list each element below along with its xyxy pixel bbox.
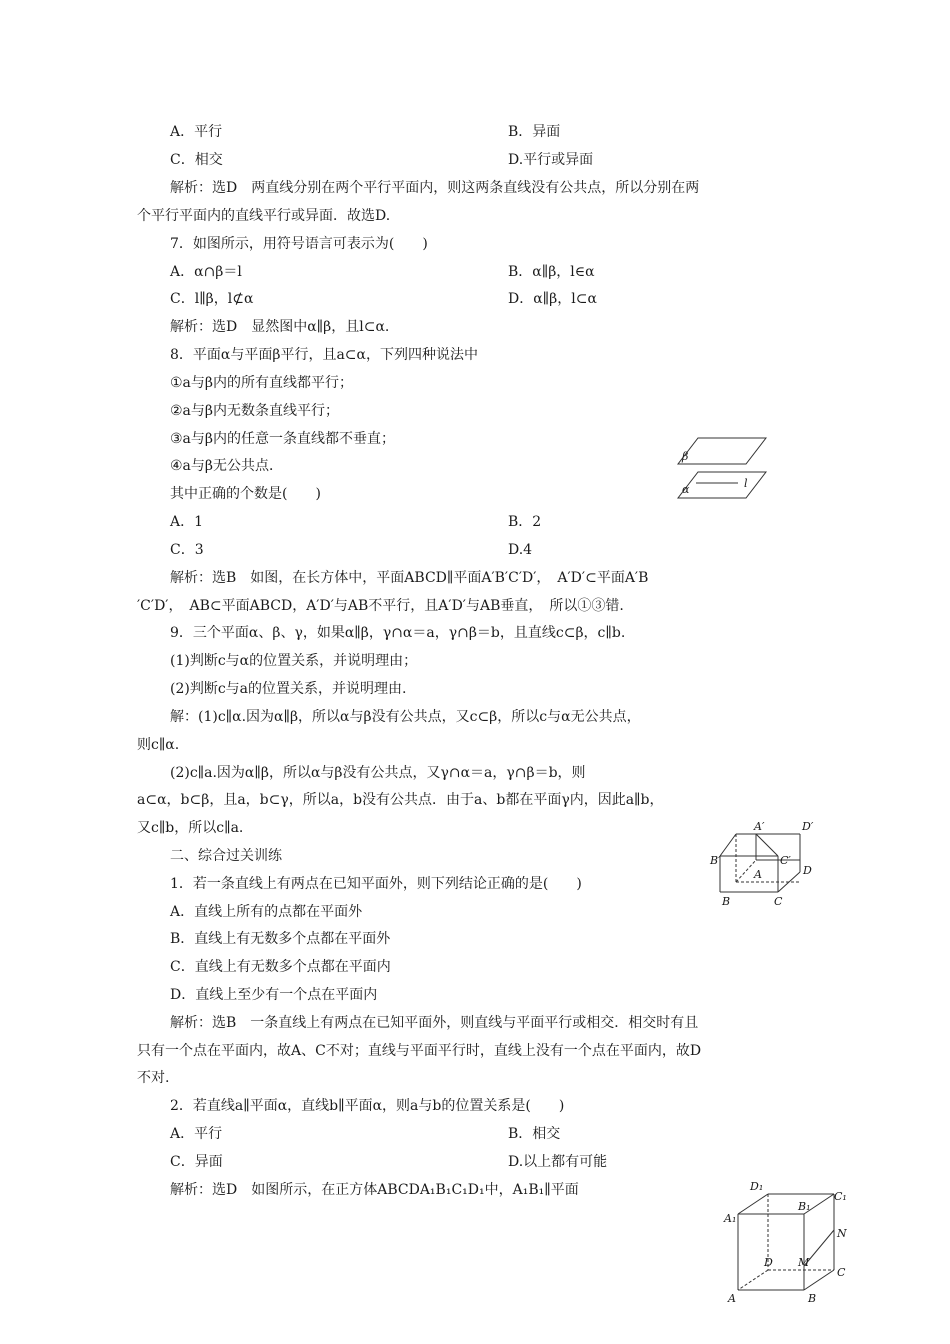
q7-option-c: C．l∥β，l⊄α <box>170 291 254 307</box>
q8-option-b: B．2 <box>508 514 542 530</box>
p1-solution-line3: 不对. <box>137 1070 170 1086</box>
q8-solution-line2: ′C′D′， AB⊂平面ABCD，A′D′与AB不平行，且A′D′与AB垂直， 所以①③错. <box>137 598 624 614</box>
label-n: N <box>837 1227 847 1240</box>
q8-solution-line1: 解析：选B 如图，在长方体中，平面ABCD∥平面A′B′C′D′， A′D′⊂平面A′B <box>170 570 649 586</box>
section-title: 二、综合过关训练 <box>170 848 282 864</box>
label-c: C <box>774 895 783 908</box>
q9-answer2-line1: (2)c∥a.因为α∥β，所以α与β没有公共点，又γ∩α＝a，γ∩β＝b，则 <box>170 765 586 781</box>
q8-statement-1: ①a与β内的所有直线都平行； <box>170 375 353 391</box>
p1-option-d: D．直线上至少有一个点在平面内 <box>170 987 378 1003</box>
q6-option-b: B．异面 <box>508 124 561 140</box>
parallel-planes-figure <box>668 430 780 506</box>
q9-stem: 9．三个平面α、β、γ，如果α∥β，γ∩α＝a，γ∩β＝b，且直线c⊂β，c∥b. <box>170 625 626 641</box>
label-c1: C₁ <box>834 1190 847 1203</box>
q6-option-d: D.平行或异面 <box>508 152 594 168</box>
plane-beta-shape <box>678 438 766 464</box>
label-b: B <box>722 895 731 908</box>
label-alpha: α <box>682 483 690 496</box>
q9-answer2-line3: 又c∥b，所以c∥a. <box>137 820 244 836</box>
q9-answer1-line2: 则c∥α. <box>137 737 180 753</box>
q7-option-d: D．α∥β，l⊂α <box>508 291 597 307</box>
label-a: A <box>728 1292 736 1305</box>
label-d1: D₁ <box>750 1180 764 1193</box>
label-c: C <box>837 1266 846 1279</box>
p1-option-c: C．直线上有无数多个点都在平面内 <box>170 959 391 975</box>
q8-statement-2: ②a与β内无数条直线平行； <box>170 403 339 419</box>
label-m: M <box>798 1256 810 1269</box>
q9-part-1: (1)判断c与α的位置关系，并说明理由； <box>170 653 418 669</box>
p1-stem: 1．若一条直线上有两点在已知平面外，则下列结论正确的是( ) <box>170 876 582 892</box>
label-d1: D′ <box>802 820 814 833</box>
q8-option-d: D.4 <box>508 542 533 558</box>
q6-option-c: C．相交 <box>170 152 223 168</box>
label-a1: A′ <box>754 820 765 833</box>
q9-part-2: (2)判断c与a的位置关系，并说明理由. <box>170 681 407 697</box>
q7-stem: 7．如图所示，用符号语言可表示为( ) <box>170 236 428 252</box>
q9-answer2-line2: a⊂α，b⊂β，且a，b⊂γ，所以a，b没有公共点．由于a、b都在平面γ内，因此a∥b， <box>137 792 664 808</box>
q6-option-a: A．平行 <box>170 124 223 140</box>
label-beta: β <box>682 450 689 463</box>
p1-option-a: A．直线上所有的点都在平面外 <box>170 904 363 920</box>
label-a1: A₁ <box>724 1212 737 1225</box>
q8-option-a: A．1 <box>170 514 204 530</box>
p1-solution-line2: 只有一个点在平面内，故A、C不对；直线与平面平行时，直线上没有一个点在平面内，故D <box>137 1043 702 1059</box>
p2-option-c: C．异面 <box>170 1154 223 1170</box>
q7-option-a: A．α∩β＝l <box>170 264 242 280</box>
q8-question: 其中正确的个数是( ) <box>170 486 321 502</box>
label-d: D <box>803 864 812 877</box>
p2-option-b: B．相交 <box>508 1126 561 1142</box>
p1-option-b: B．直线上有无数多个点都在平面外 <box>170 931 391 947</box>
q6-solution-line1: 解析：选D 两直线分别在两个平行平面内，则这两条直线没有公共点，所以分别在两 <box>170 180 700 196</box>
p2-solution-line1: 解析：选D 如图所示，在正方体ABCDA₁B₁C₁D₁中，A₁B₁∥平面 <box>170 1182 579 1198</box>
q8-stem: 8．平面α与平面β平行，且a⊂α，下列四种说法中 <box>170 347 478 363</box>
q8-option-c: C．3 <box>170 542 204 558</box>
label-b: B <box>808 1292 817 1305</box>
p2-option-a: A．平行 <box>170 1126 223 1142</box>
label-d: D <box>764 1256 773 1269</box>
p2-stem: 2．若直线a∥平面α，直线b∥平面α，则a与b的位置关系是( ) <box>170 1098 565 1114</box>
p1-solution-line1: 解析：选B 一条直线上有两点在已知平面外，则直线与平面平行或相交．相交时有且 <box>170 1015 699 1031</box>
q8-statement-4: ④a与β无公共点． <box>170 458 283 474</box>
cuboid-figure <box>712 812 824 908</box>
q6-solution-line2: 个平行平面内的直线平行或异面．故选D. <box>137 208 391 224</box>
plane-alpha-shape <box>678 472 766 498</box>
label-b1: B′ <box>710 854 721 867</box>
p2-option-d: D.以上都有可能 <box>508 1154 608 1170</box>
q7-solution: 解析：选D 显然图中α∥β，且l⊂α. <box>170 319 390 335</box>
q8-statement-3: ③a与β内的任意一条直线都不垂直； <box>170 431 395 447</box>
cube-figure <box>720 1178 860 1308</box>
q9-answer1-line1: 解：(1)c∥α.因为α∥β，所以α与β没有公共点，又c⊂β，所以c与α无公共点， <box>170 709 641 725</box>
label-l: l <box>744 477 748 490</box>
label-c1: C′ <box>780 854 791 867</box>
label-b1: B₁ <box>798 1200 811 1213</box>
label-a: A <box>754 868 762 881</box>
q7-option-b: B．α∥β，l∈α <box>508 264 595 280</box>
